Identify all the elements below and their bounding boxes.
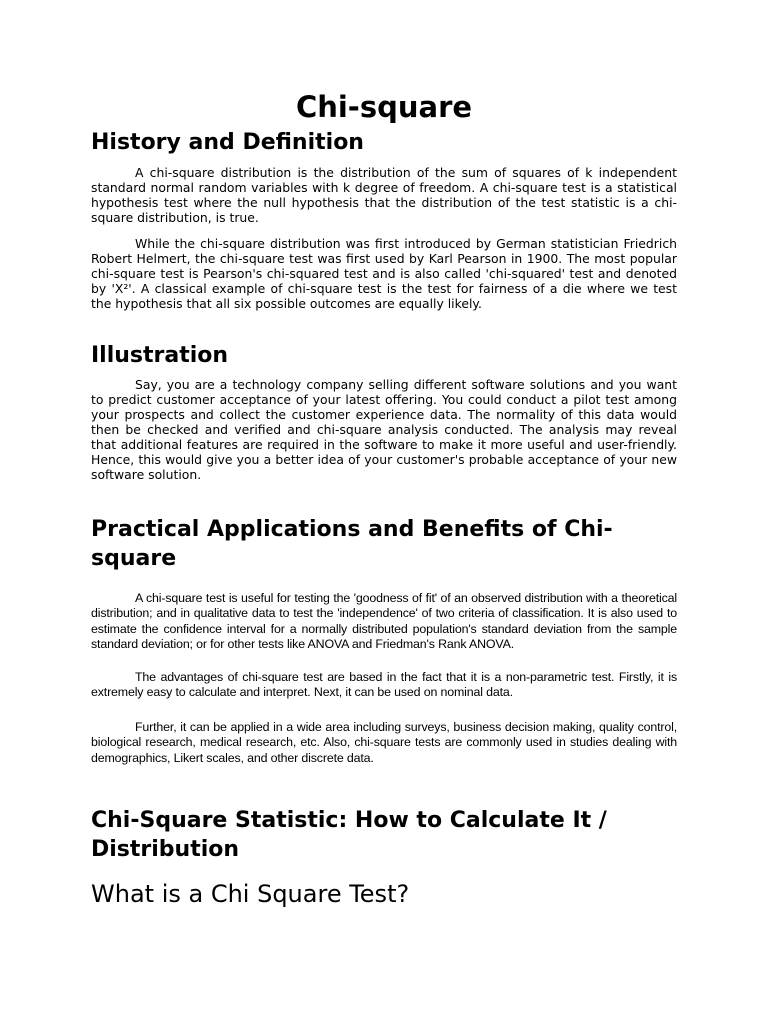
- document-title: Chi-square: [295, 90, 473, 124]
- section-heading-illustration: Illustration: [91, 343, 229, 368]
- paragraph: While the chi-square distribution was first introduced by German statistician Friedrich Robert Helmert, the chi-square test was first used by Karl Pearson in 1900. The most popular chi-square test is Pearson's chi-squared test and is also called 'chi-squared' test and denoted by 'X²'. A classical example of chi-square test is the test for fairness of a die where we test the hypothesis that all six possible outcomes are equally likely.: [91, 236, 677, 311]
- section-heading-what-is: What is a Chi Square Test?: [91, 880, 410, 908]
- section-heading-applications: Practical Applications and Benefits of Chi-square: [91, 517, 613, 571]
- paragraph: A chi-square test is useful for testing the 'goodness of fit' of an observed distribution with a theoretical distribution; and in qualitative data to test the 'independence' of two criteria of classification. It is also used to estimate the confidence interval for a normally distributed population's standard deviation from the sample standard deviation; or for other tests like ANOVA and Friedman's Rank ANOVA.: [91, 591, 677, 651]
- section-heading-history: History and Definition: [91, 130, 364, 155]
- paragraph: A chi-square distribution is the distribution of the sum of squares of k independent standard normal random variables with k degree of freedom. A chi-square test is a statistical hypothesis test where the null hypothesis that the distribution of the test statistic is a chi-square distribution, is true.: [91, 165, 677, 225]
- paragraph: Say, you are a technology company selling different software solutions and you want to predict customer acceptance of your latest offering. You could conduct a pilot test among your prospects and collect the customer experience data. The normality of this data would then be checked and verified and chi-square analysis conducted. The analysis may reveal that additional features are required in the software to make it more useful and user-friendly. Hence, this would give you a better idea of your customer's probable acceptance of your new software solution.: [91, 377, 677, 482]
- section-heading-statistic: Chi-Square Statistic: How to Calculate It / Distribution: [91, 808, 607, 862]
- paragraph: The advantages of chi-square test are based in the fact that it is a non-parametric test. Firstly, it is extremely easy to calculate and interpret. Next, it can be used on nominal data.: [91, 670, 677, 700]
- paragraph: Further, it can be applied in a wide area including surveys, business decision making, quality control, biological research, medical research, etc. Also, chi-square tests are commonly used in studies dealing with demographics, Likert scales, and other discrete data.: [91, 720, 677, 765]
